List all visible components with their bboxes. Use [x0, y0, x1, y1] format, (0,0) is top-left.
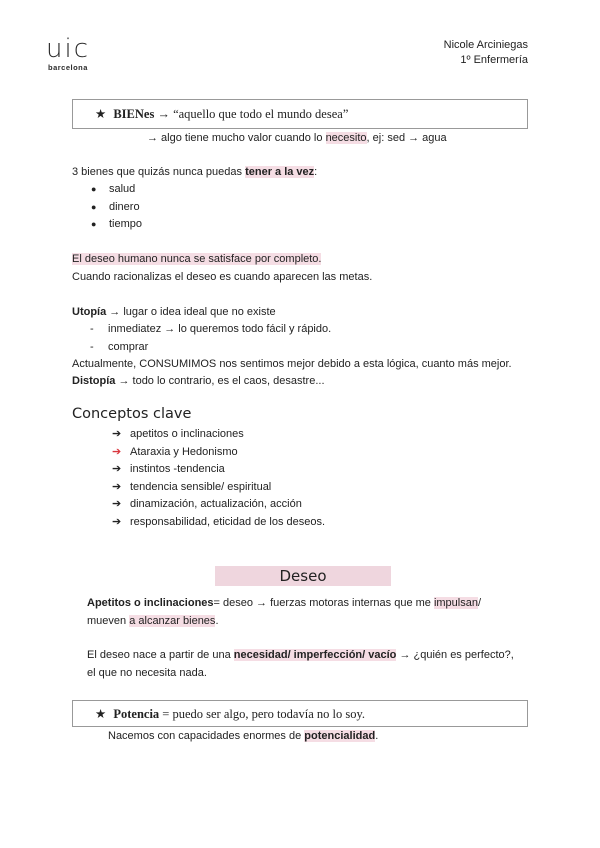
- goods-list: [87, 181, 142, 234]
- list-item: ● salud: [87, 181, 142, 199]
- bienes-quote: “aquello que todo el mundo desea”: [173, 107, 349, 121]
- dash-bullet: -: [90, 341, 94, 353]
- star-icon: ★: [95, 707, 107, 721]
- list-item: ● tiempo: [87, 216, 142, 234]
- apetitos-line-1: Apetitos o inclinaciones= deseo → fuerzas motoras internas que me impulsan/: [87, 597, 482, 609]
- conceptos-clave-heading: Conceptos clave: [72, 406, 192, 422]
- list-item: ➔ apetitos o inclinaciones: [90, 426, 325, 444]
- arrow-icon: →: [157, 107, 170, 121]
- potencia-term: Potencia: [113, 707, 160, 721]
- arrow-icon: ➔: [112, 515, 122, 528]
- three-goods-intro: 3 bienes que quizás nunca puedas tener a la vez:: [72, 166, 318, 178]
- consumo-line: Actualmente, CONSUMIMOS nos sentimos mejor debido a esta lógica, cuanto más mejor.: [72, 358, 512, 370]
- bienes-term: BIENes: [113, 107, 155, 121]
- bullet-icon: ●: [91, 219, 97, 229]
- potencia-note: Nacemos con capacidades enormes de potencialidad.: [108, 730, 379, 742]
- logo: uic: [46, 34, 90, 64]
- bienes-note: → algo tiene mucho valor cuando lo necesito, ej: sed → agua: [147, 132, 447, 144]
- highlight-necesito: necesito: [325, 132, 367, 144]
- apetitos-line-2: mueven a alcanzar bienes.: [87, 615, 219, 627]
- desire-line-1: El deseo humano nunca se satisface por completo.: [72, 253, 322, 265]
- deseo-title: Deseo: [215, 566, 391, 586]
- arrow-icon: ➔: [112, 480, 122, 493]
- star-icon: ★: [95, 107, 107, 121]
- utopia-def: Utopía → lugar o idea ideal que no existe: [72, 306, 276, 318]
- dash-bullet: -: [90, 323, 94, 335]
- conceptos-list: [90, 426, 325, 531]
- bienes-definition-box: [72, 99, 528, 129]
- utopia-item-2: - comprar: [90, 339, 148, 356]
- author-block: [444, 38, 528, 68]
- arrow-icon: ➔: [112, 445, 122, 458]
- deseo-nace-line-1: El deseo nace a partir de una necesidad/ imperfección/ vacío → ¿quién es perfecto?,: [87, 649, 514, 661]
- logo-subtitle: barcelona: [48, 63, 88, 72]
- potencia-def: = puedo ser algo, pero todavía no lo soy.: [159, 707, 366, 721]
- bullet-icon: ●: [91, 201, 97, 212]
- arrow-icon: ➔: [112, 428, 122, 440]
- list-item: ➔ instintos -tendencia: [90, 461, 325, 479]
- distopia-def: Distopía → todo lo contrario, es el caos, desastre...: [72, 375, 325, 387]
- potencia-definition-box: [72, 700, 528, 727]
- bullet-icon: ●: [91, 184, 97, 194]
- course-label: 1º Enfermería: [460, 54, 528, 66]
- list-item: ● dinero: [87, 199, 142, 217]
- deseo-nace-line-2: el que no necesita nada.: [87, 667, 207, 679]
- list-item: ➔ Ataraxia y Hedonismo: [90, 444, 325, 462]
- author-name: Nicole Arciniegas: [443, 39, 528, 51]
- list-item: ➔ tendencia sensible/ espiritual: [90, 479, 325, 497]
- utopia-item-1: - inmediatez → lo queremos todo fácil y rápido.: [90, 321, 331, 338]
- desire-line-2: Cuando racionalizas el deseo es cuando aparecen las metas.: [72, 271, 373, 283]
- list-item: ➔ responsabilidad, eticidad de los deseos.: [90, 514, 325, 532]
- list-item: ➔ dinamización, actualización, acción: [90, 496, 325, 514]
- arrow-icon: ➔: [112, 463, 122, 475]
- arrow-icon: ➔: [112, 498, 122, 510]
- tener-a-la-vez: tener a la vez: [245, 166, 315, 178]
